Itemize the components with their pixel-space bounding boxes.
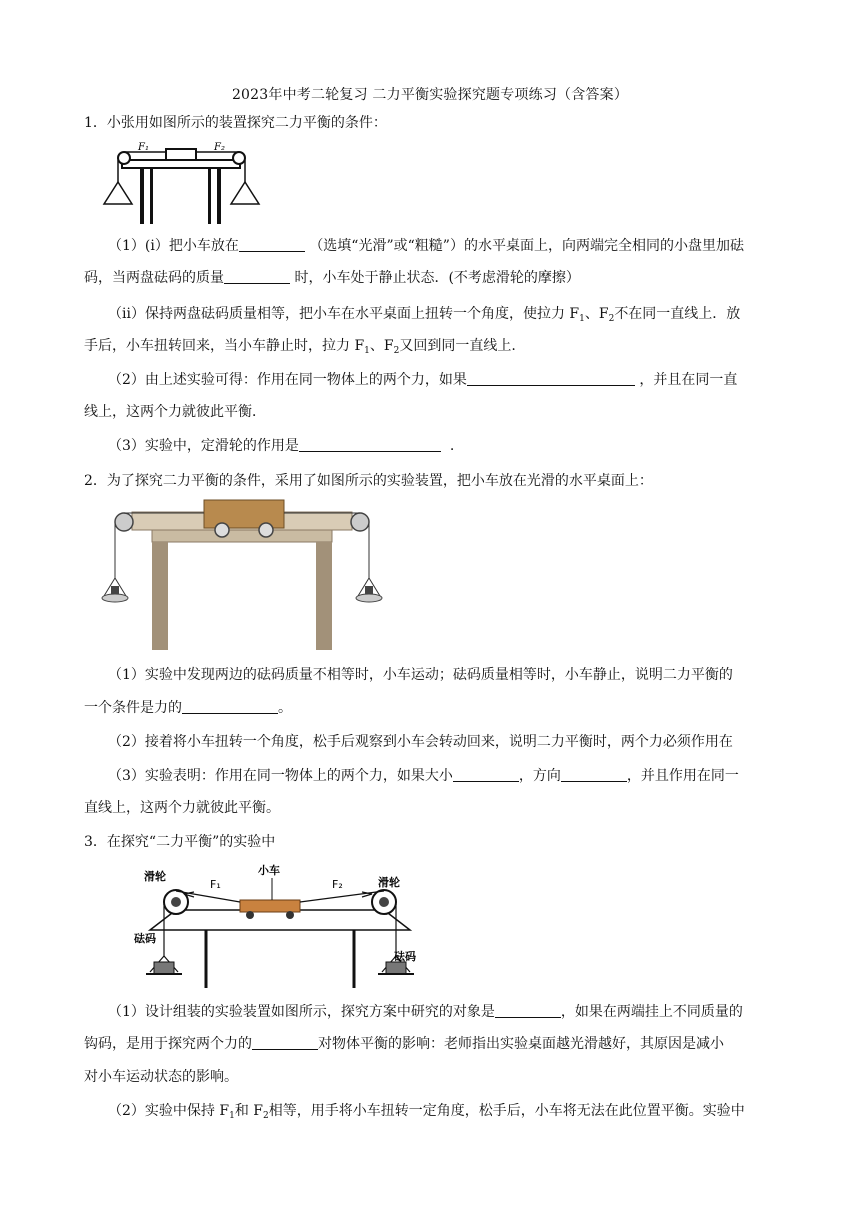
q3-pulley-left-label: 滑轮 xyxy=(144,870,166,883)
q2-part3-line2: 直线上，这两个力就彼此平衡。 xyxy=(84,800,280,816)
q1-part1-line2: 码，当两盘砝码的质量 时，小车处于静止状态．(不考虑滑轮的摩擦） xyxy=(84,270,580,286)
q2-blank-condition xyxy=(182,699,278,714)
q1-part1ii-line2: 手后，小车扭转回来，当小车静止时，拉力 $F_1$、$F_2$又回到同一直线上. xyxy=(84,338,516,356)
q1-part2-line1: （2）由上述实验可得：作用在同一物体上的两个力，如果 ，并且在同一直 xyxy=(108,372,738,388)
q2-blank-direction xyxy=(561,767,627,782)
q2-part2: （2）接着将小车扭转一个角度，松手后观察到小车会转动回来，说明二力平衡时，两个力必须作用在 xyxy=(108,734,733,750)
q3-part1-line1: （1）设计组装的实验装置如图所示，探究方案中研究的对象是 ，如果在两端挂上不同质量的 xyxy=(108,1004,743,1020)
page-title: 2023年中考二轮复习 二力平衡实验探究题专项练习（含答案） xyxy=(231,87,629,103)
q1-stem: 1．小张用如图所示的装置探究二力平衡的条件： xyxy=(84,115,387,131)
q3-stem: 3．在探究“二力平衡”的实验中 xyxy=(84,834,276,850)
q1-blank-mass xyxy=(224,269,290,284)
q2-blank-magnitude xyxy=(453,767,519,782)
q1-blank-surface xyxy=(239,237,305,252)
q2-stem: 2．为了探究二力平衡的条件，采用了如图所示的实验装置，把小车放在光滑的水平桌面上： xyxy=(84,473,653,489)
q1-part1-line1: （1）(ⅰ）把小车放在 （选填“光滑”或“粗糙”）的水平桌面上，向两端完全相同的小盘里加砝 xyxy=(108,238,744,254)
q3-weight-left-label: 砝码 xyxy=(134,932,156,945)
q3-part2-line1: （2）实验中保持 $F_1$和 $F_2$相等，用手将小车扭转一定角度，松手后，小车将无法在此位置平衡。实验中 xyxy=(108,1103,745,1121)
q2-number: 2． xyxy=(84,473,107,489)
q2-part1-line1: （1）实验中发现两边的砝码质量不相等时，小车运动；砝码质量相等时，小车静止，说明二力平衡的 xyxy=(108,667,733,683)
q1-part2-line2: 线上，这两个力就彼此平衡． xyxy=(84,404,266,420)
q3-part1-line2: 钩码，是用于探究两个力的 对物体平衡的影响：老师指出实验桌面越光滑越好，其原因是减小 xyxy=(84,1036,724,1052)
q3-apparatus-figure xyxy=(132,858,426,990)
q3-f1-label: F₁ xyxy=(210,878,221,891)
q3-blank-object xyxy=(495,1003,561,1018)
q2-apparatus-figure xyxy=(96,498,388,654)
q2-part1-line2: 一个条件是力的 。 xyxy=(84,700,292,716)
q1-blank-pulley-role xyxy=(299,437,441,452)
q1-apparatus-figure xyxy=(100,138,268,226)
q1-part1ii-line1: （ⅱ）保持两盘砝码质量相等，把小车在水平桌面上扭转一个角度，使拉力 $F_1$、$F_2$不在同一直线上．放 xyxy=(108,306,741,324)
q1-blank-condition xyxy=(467,371,635,386)
q1-number: 1． xyxy=(84,115,107,131)
q3-f2-label: F₂ xyxy=(332,878,343,891)
q3-pulley-right-label: 滑轮 xyxy=(378,876,400,889)
q3-part1-line3: 对小车运动状态的影响。 xyxy=(84,1069,238,1085)
q3-blank-force-property xyxy=(252,1035,318,1050)
q3-cart-label: 小车 xyxy=(258,864,280,877)
q1-f1-label: F₁ xyxy=(138,142,149,153)
q3-weight-right-label: 砝码 xyxy=(394,950,416,963)
q3-number: 3． xyxy=(84,834,107,850)
q1-f2-label: F₂ xyxy=(214,142,225,153)
q1-part3: （3）实验中，定滑轮的作用是 . xyxy=(108,438,455,454)
q2-part3-line1: （3）实验表明：作用在同一物体上的两个力，如果大小 ，方向 ，并且作用在同一 xyxy=(108,768,739,784)
